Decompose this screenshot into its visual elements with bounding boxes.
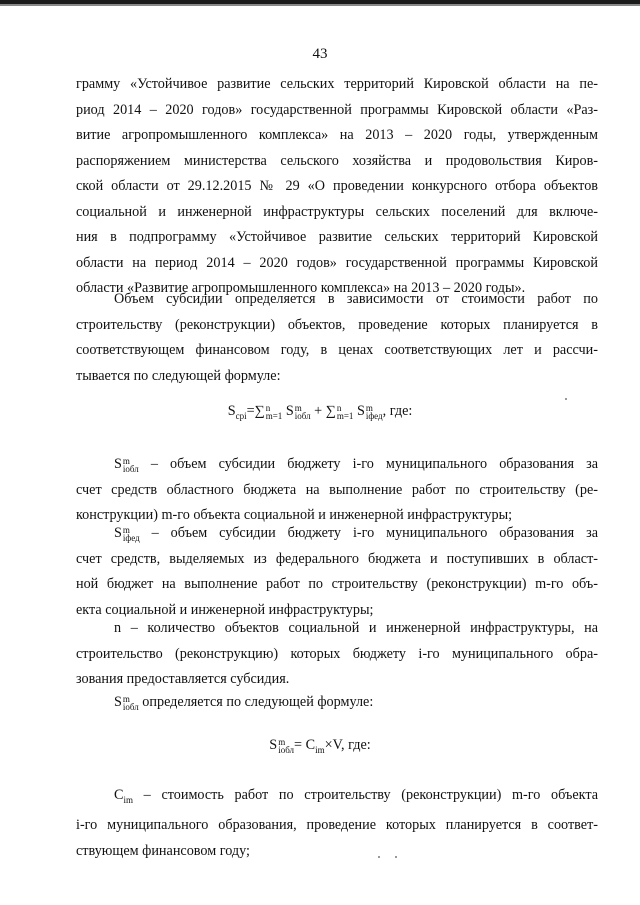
text-line: i-го муниципального образования, проведение которых планируется в соответ- — [76, 817, 598, 834]
definition-regional-subsidy — [76, 452, 598, 529]
formula-lhs: S — [269, 737, 278, 753]
term-federal-indices — [366, 404, 383, 420]
text-line: зования предоставляется субсидия. — [76, 671, 290, 687]
text-line: распоряжением министерства сельского хозяйства и продовольствия Киров- — [76, 152, 598, 169]
scan-speck — [565, 398, 567, 400]
formula-tail: , где: — [382, 403, 413, 419]
text-line — [76, 452, 598, 478]
text-line: Объем субсидии определяется в зависимости от стоимости работ по — [114, 291, 598, 307]
index-sub: iфед — [365, 410, 383, 421]
symbol: S — [114, 525, 122, 541]
text-line: витие агропромышленного комплекса» на 2013 – 2020 годы, утвержденным — [76, 127, 598, 143]
text-line — [76, 690, 598, 716]
index-sub: iобл — [122, 463, 139, 474]
index-sup: m — [365, 402, 373, 413]
text-line: строительству (реконструкции) объектов, проведение которых планируется в — [76, 316, 598, 333]
text-line: ской области от 29.12.2015 № 29 «О проведении конкурсного отбора объектов — [76, 178, 598, 194]
formula-intro — [76, 690, 598, 716]
index-sup: m — [122, 455, 130, 466]
term-federal: S — [356, 403, 365, 419]
symbol: S — [114, 456, 122, 472]
index-sup: m — [278, 736, 286, 747]
sum-upper: n — [265, 402, 271, 413]
text-line: области «Развитие агропромышленного комплекса» на 2013 – 2020 годы». — [76, 280, 526, 296]
v-symbol: V — [332, 737, 342, 753]
text-line: ния в подпрограмму «Устойчивое развитие сельских территорий Кировской — [76, 229, 598, 245]
times-sign: × — [324, 737, 333, 753]
scan-edge-shadow — [0, 4, 640, 6]
text-line: n – количество объектов социальной и инженерной инфраструктуры, на — [114, 620, 598, 636]
cost-sub: im — [315, 744, 325, 755]
symbol-indices — [123, 695, 139, 711]
text-line: ной бюджет на выполнение работ по строительству (реконструкции) m-го объ- — [76, 576, 598, 592]
index-sub: iфед — [122, 532, 140, 543]
paragraph-subsidy-volume — [76, 287, 598, 389]
definition-object-count — [76, 616, 598, 693]
definition-federal-subsidy — [76, 521, 598, 623]
definition-text: – стоимость работ по строительству (реконструкции) m-го объекта — [132, 787, 598, 803]
index-sup: m — [122, 693, 130, 704]
index-sub: iобл — [278, 744, 295, 755]
index-sub: iобл — [294, 410, 311, 421]
definition-text: определяется по следующей формуле: — [138, 694, 374, 710]
page-number: 43 — [312, 46, 328, 62]
sum-limits — [337, 404, 354, 420]
formula-regional-subsidy — [0, 737, 640, 755]
text-line: строительство (реконструкцию) которых бюджету i-го муниципального обра- — [76, 645, 598, 662]
text-line — [76, 783, 598, 813]
sum-limits — [266, 404, 283, 420]
symbol: C — [114, 787, 124, 803]
text-line: грамму «Устойчивое развитие сельских территорий Кировской области на пе- — [76, 76, 598, 92]
formula-equals: = — [294, 737, 306, 753]
formula-total-subsidy — [0, 403, 640, 421]
paragraph-intro — [76, 72, 598, 302]
sum-sign: ∑ — [254, 403, 265, 419]
text-line: соответствующем финансовом году, в ценах соответствующих лет и рассчи- — [76, 342, 598, 358]
text-line: екта социальной и инженерной инфраструктуры; — [76, 601, 374, 618]
text-line — [76, 521, 598, 547]
formula-plus: + — [310, 403, 326, 419]
symbol-indices — [123, 526, 140, 542]
cost-symbol: C — [305, 737, 316, 753]
symbol-sub: im — [123, 794, 133, 805]
text-line: счет средств областного бюджета на выполнение работ по строительству (ре- — [76, 481, 598, 498]
definition-text: – объем субсидии бюджету i-го муниципального образования за — [139, 525, 598, 541]
term-regional-indices — [295, 404, 311, 420]
text-line: социальной и инженерной инфраструктуры сельских поселений для включе- — [76, 203, 598, 220]
sum-lower: m=1 — [336, 410, 354, 421]
scan-speck — [395, 856, 397, 858]
formula-tail: , где: — [341, 737, 371, 753]
text-line: области на период 2014 – 2020 годов» государственной программы Кировской — [76, 254, 598, 271]
text-line: риод 2014 – 2020 годов» государственной программы Кировской области «Раз- — [76, 101, 598, 118]
symbol-indices — [123, 457, 139, 473]
sum-lower: m=1 — [265, 410, 283, 421]
index-sup: m — [122, 524, 130, 535]
sum-upper: n — [336, 402, 342, 413]
text-line: тывается по следующей формуле: — [76, 367, 281, 384]
text-line: счет средств, выделяемых из федерального бюджета и поступивших в област- — [76, 550, 598, 567]
text-line: конструкции) m-го объекта социальной и инженерной инфраструктуры; — [76, 507, 513, 523]
formula-lhs-indices — [278, 738, 294, 754]
formula-lhs: S — [227, 403, 236, 419]
definition-cost — [76, 783, 598, 864]
formula-lhs-sub: cpi — [235, 410, 247, 421]
formula-equals: = — [246, 403, 255, 419]
index-sup: m — [294, 402, 302, 413]
sum-sign: ∑ — [325, 403, 336, 419]
text-line: ствующем финансовом году; — [76, 842, 250, 859]
symbol: S — [114, 694, 122, 710]
term-regional: S — [285, 403, 294, 419]
index-sub: iобл — [122, 701, 139, 712]
definition-text: – объем субсидии бюджету i-го муниципального образования за — [138, 456, 598, 472]
scan-speck — [378, 856, 380, 858]
